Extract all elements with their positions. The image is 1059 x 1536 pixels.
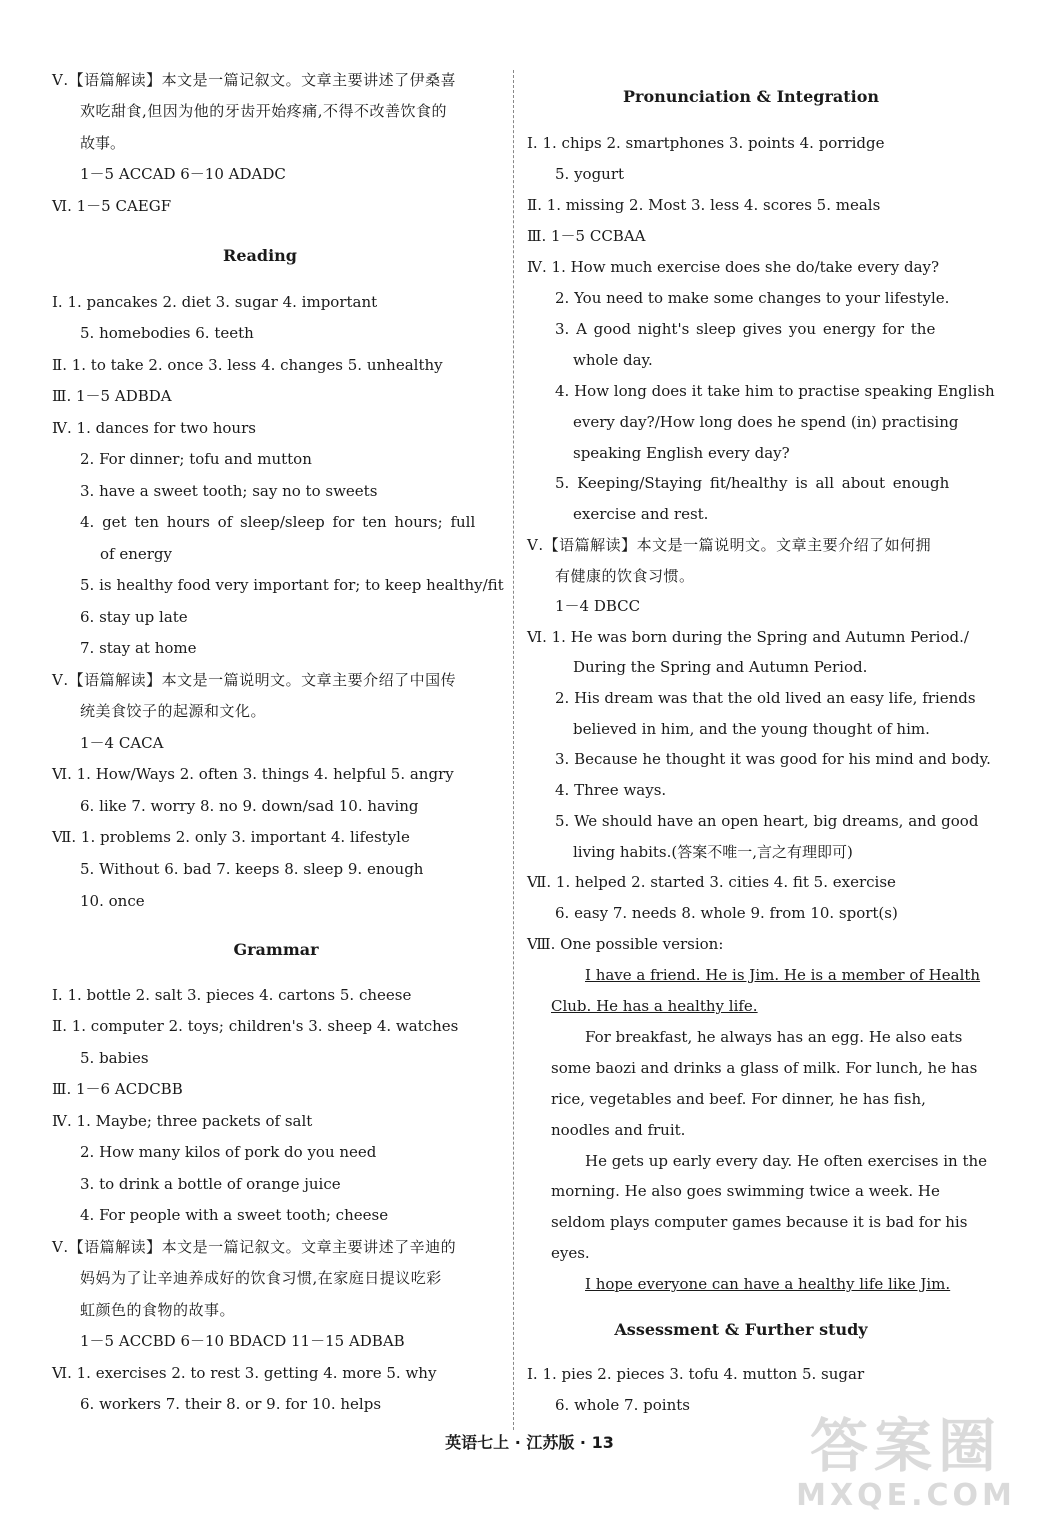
essay-line: some baozi and drinks a glass of milk. For lunch, he has <box>551 1059 978 1077</box>
text-line: Ⅴ.【语篇解读】本文是一篇记叙文。文章主要讲述了辛迪的 <box>52 1238 457 1256</box>
essay-line: rice, vegetables and beef. For dinner, he has fish, <box>551 1090 926 1108</box>
text-line: 6. whole 7. points <box>555 1396 690 1414</box>
text-line: whole day. <box>573 351 653 369</box>
text-line: 4. For people with a sweet tooth; cheese <box>80 1206 389 1224</box>
text-line: 2. You need to make some changes to your lifestyle. <box>555 289 950 307</box>
text-line: 3. to drink a bottle of orange juice <box>80 1175 341 1193</box>
text-line: Ⅲ. 1－5 CCBAA <box>527 227 646 245</box>
text-line: Ⅳ. 1. How much exercise does she do/take every day? <box>527 258 940 276</box>
section-heading-pronunciation: Pronunciation & Integration <box>622 87 880 106</box>
text-line: Ⅵ. 1. How/Ways 2. often 3. things 4. helpful 5. angry <box>52 765 454 783</box>
text-line: 5. homebodies 6. teeth <box>80 324 254 342</box>
essay-line: He gets up early every day. He often exercises in the <box>585 1152 988 1170</box>
essay-line: seldom plays computer games because it is bad for his <box>551 1213 968 1231</box>
text-line: Ⅴ.【语篇解读】本文是一篇说明文。文章主要介绍了中国传 <box>52 671 457 689</box>
text-line: living habits.(答案不唯一,言之有理即可) <box>573 843 853 861</box>
text-line: 2. For dinner; tofu and mutton <box>80 450 312 468</box>
text-line: 6. easy 7. needs 8. whole 9. from 10. sport(s) <box>555 904 898 922</box>
section-heading-grammar: Grammar <box>233 940 319 959</box>
text-line: Ⅰ. 1. pancakes 2. diet 3. sugar 4. important <box>52 293 378 311</box>
column-divider <box>513 70 514 1430</box>
text-line: 5. Without 6. bad 7. keeps 8. sleep 9. enough <box>80 860 424 878</box>
text-line: 3. Because he thought it was good for his mind and body. <box>555 750 991 768</box>
text-line: believed in him, and the young thought of him. <box>573 720 930 738</box>
text-line: Ⅴ.【语篇解读】本文是一篇说明文。文章主要介绍了如何拥 <box>527 536 932 554</box>
text-line: Ⅴ.【语篇解读】本文是一篇记叙文。文章主要讲述了伊桑喜 <box>52 71 457 89</box>
section-heading-reading: Reading <box>223 246 297 265</box>
text-line: 6. like 7. worry 8. no 9. down/sad 10. having <box>80 797 419 815</box>
text-line: Ⅳ. 1. dances for two hours <box>52 419 256 437</box>
text-line: exercise and rest. <box>573 505 709 523</box>
text-line: Ⅲ. 1－5 ADBDA <box>52 387 172 405</box>
text-line: 5. yogurt <box>555 165 625 183</box>
text-line: 妈妈为了让辛迪养成好的饮食习惯,在家庭日提议吃彩 <box>80 1269 442 1287</box>
text-line: 4. get ten hours of sleep/sleep for ten hours; full <box>80 513 476 531</box>
text-line: During the Spring and Autumn Period. <box>573 658 868 676</box>
text-line: 4. How long does it take him to practise speaking English <box>555 382 995 400</box>
text-line: Ⅷ. One possible version: <box>527 935 724 953</box>
watermark-logo: 答案圈 MXQE.COM <box>796 1412 1016 1513</box>
section-heading-assessment: Assessment & Further study <box>614 1320 868 1339</box>
text-line: 2. His dream was that the old lived an easy life, friends <box>555 689 976 707</box>
text-line: speaking English every day? <box>573 444 790 462</box>
text-line: Ⅰ. 1. chips 2. smartphones 3. points 4. porridge <box>527 134 885 152</box>
essay-line: eyes. <box>551 1244 590 1262</box>
text-line: 1－4 CACA <box>80 734 164 752</box>
text-line: 3. have a sweet tooth; say no to sweets <box>80 482 378 500</box>
text-line: 2. How many kilos of pork do you need <box>80 1143 377 1161</box>
text-line: Ⅲ. 1－6 ACDCBB <box>52 1080 183 1098</box>
text-line: 6. workers 7. their 8. or 9. for 10. helps <box>80 1395 382 1413</box>
text-line: Ⅱ. 1. computer 2. toys; children's 3. sheep 4. watches <box>52 1017 459 1035</box>
text-line: Ⅶ. 1. problems 2. only 3. important 4. lifestyle <box>52 828 410 846</box>
text-line: 1－4 DBCC <box>555 597 641 615</box>
text-line: 5. We should have an open heart, big dreams, and good <box>555 812 979 830</box>
text-line: 欢吃甜食,但因为他的牙齿开始疼痛,不得不改善饮食的 <box>80 102 448 120</box>
text-line: 4. Three ways. <box>555 781 667 799</box>
text-line: Ⅰ. 1. pies 2. pieces 3. tofu 4. mutton 5. sugar <box>527 1365 865 1383</box>
essay-line: Club. He has a healthy life. <box>551 997 758 1015</box>
text-line: 1－5 ACCAD 6－10 ADADC <box>80 165 286 183</box>
text-line: Ⅳ. 1. Maybe; three packets of salt <box>52 1112 313 1130</box>
essay-line: noodles and fruit. <box>551 1121 686 1139</box>
text-line: 5. Keeping/Staying fit/healthy is all about enough <box>555 474 950 492</box>
essay-line: morning. He also goes swimming twice a week. He <box>551 1182 940 1200</box>
text-line: 7. stay at home <box>80 639 197 657</box>
essay-line: I have a friend. He is Jim. He is a member of Health <box>585 966 981 984</box>
text-line: 10. once <box>80 892 145 910</box>
text-line: 1－5 ACCBD 6－10 BDACD 11－15 ADBAB <box>80 1332 405 1350</box>
text-line: Ⅵ. 1. exercises 2. to rest 3. getting 4. more 5. why <box>52 1364 437 1382</box>
text-line: Ⅵ. 1. He was born during the Spring and Autumn Period./ <box>527 628 969 646</box>
text-line: Ⅰ. 1. bottle 2. salt 3. pieces 4. cartons 5. cheese <box>52 986 412 1004</box>
text-line: 3. A good night's sleep gives you energy for the <box>555 320 936 338</box>
text-line: 5. babies <box>80 1049 149 1067</box>
text-line: 故事。 <box>80 134 126 152</box>
text-line: Ⅱ. 1. to take 2. once 3. less 4. changes 5. unhealthy <box>52 356 443 374</box>
text-line: 虹颜色的食物的故事。 <box>80 1301 236 1319</box>
text-line: 6. stay up late <box>80 608 188 626</box>
essay-line: I hope everyone can have a healthy life like Jim. <box>585 1275 951 1293</box>
text-line: of energy <box>100 545 173 563</box>
text-line: every day?/How long does he spend (in) practising <box>573 413 959 431</box>
essay-line: For breakfast, he always has an egg. He also eats <box>585 1028 963 1046</box>
page-footer: 英语七上 · 江苏版 · 13 <box>445 1433 614 1452</box>
text-line: Ⅵ. 1－5 CAEGF <box>52 197 172 215</box>
text-line: 统美食饺子的起源和文化。 <box>80 702 267 720</box>
text-line: 5. is healthy food very important for; to keep healthy/fit <box>80 576 504 594</box>
text-line: 有健康的饮食习惯。 <box>555 567 695 585</box>
text-line: Ⅶ. 1. helped 2. started 3. cities 4. fit 5. exercise <box>527 873 896 891</box>
text-line: Ⅱ. 1. missing 2. Most 3. less 4. scores 5. meals <box>527 196 881 214</box>
